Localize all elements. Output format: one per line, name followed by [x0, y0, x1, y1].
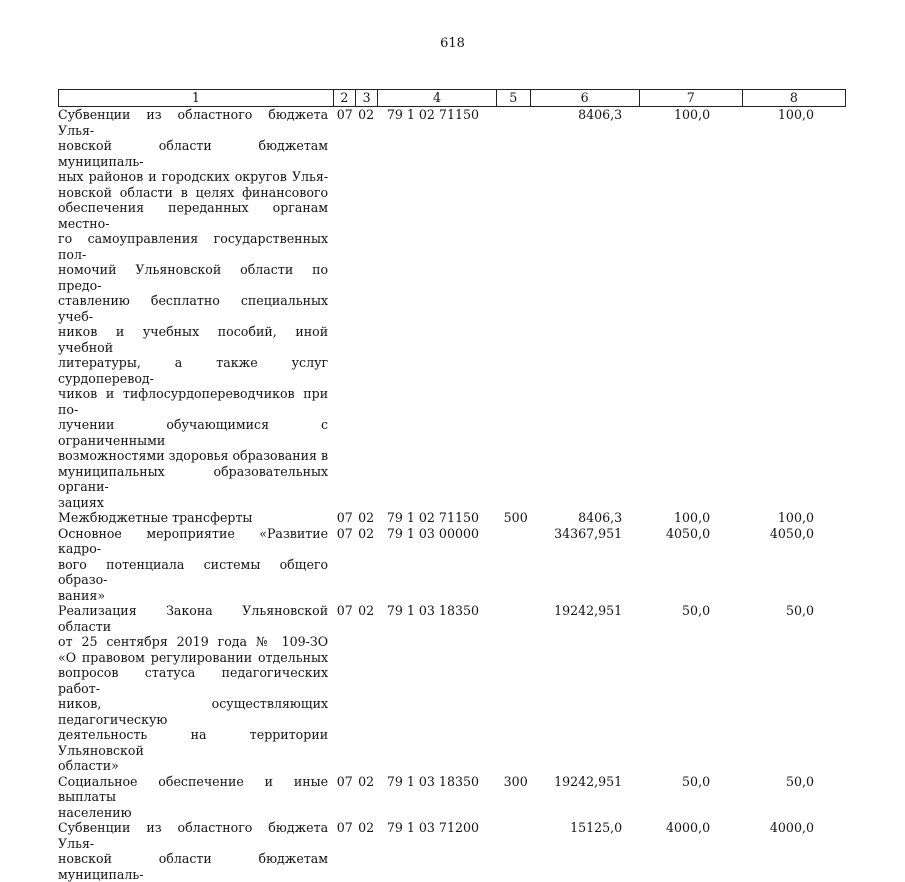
- column-header-2: 2: [334, 90, 356, 106]
- column-header-8: 8: [789, 90, 798, 105]
- cell-c8: 4000,0: [769, 820, 814, 835]
- cell-c7: 50,0: [682, 773, 711, 789]
- cell-c4: 79 1 03 00000: [386, 525, 479, 541]
- description-line: населению: [58, 804, 132, 820]
- table-row: [58, 107, 846, 510]
- cell-c7: 50,0: [682, 603, 711, 618]
- cell-c6: 8406,3: [578, 510, 623, 525]
- column-header-6: 6: [531, 90, 640, 106]
- cell-c2: 07: [336, 820, 353, 835]
- cell-c3: 02: [358, 525, 375, 541]
- description-line: от 25 сентября 2019 года № 109-ЗО: [58, 634, 329, 649]
- cell-c4: 79 1 03 71200: [386, 820, 479, 835]
- description-line: деятельность на территории Ульяновской: [58, 727, 329, 758]
- cell-c2: 07: [336, 603, 353, 618]
- cell-c2: 07: [336, 107, 353, 122]
- description-line: Социальное обеспечение и иные выплаты: [58, 773, 329, 804]
- description-line: новской области бюджетам муниципаль-: [58, 851, 329, 882]
- description-line: вого потенциала системы общего образо-: [58, 556, 329, 587]
- cell-c7: 4050,0: [666, 525, 711, 541]
- description-line: номочий Ульяновской области по предо-: [58, 262, 329, 293]
- table-body: [58, 107, 846, 882]
- row-description: [58, 526, 334, 604]
- table-row: [58, 820, 846, 882]
- budget-table: [58, 89, 846, 882]
- description-line: Субвенции из областного бюджета Улья-: [58, 820, 329, 851]
- cell-c8: 4050,0: [769, 525, 814, 541]
- column-header-1: 1: [59, 90, 334, 106]
- description-line: Основное мероприятие «Развитие кадро-: [58, 525, 329, 556]
- description-line: возможностями здоровья образования в: [58, 448, 329, 463]
- description-line: чиков и тифлосурдопереводчиков при по-: [58, 386, 329, 417]
- description-line: вания»: [58, 587, 106, 603]
- cell-c6: 15125,0: [570, 820, 623, 835]
- column-header-3: 3: [356, 90, 378, 106]
- cell-c4: 79 1 03 18350: [386, 603, 479, 618]
- cell-c6: 19242,951: [554, 773, 623, 789]
- description-line: ных районов и городских округов Улья-: [58, 169, 329, 184]
- description-line: «О правовом регулировании отдельных: [58, 649, 329, 665]
- cell-c3: 02: [358, 603, 375, 618]
- cell-c5: 500: [503, 510, 528, 525]
- cell-c6: 19242,951: [554, 603, 623, 618]
- column-header-7: 7: [640, 90, 743, 106]
- table-row: [58, 526, 846, 604]
- cell-c4: 79 1 02 71150: [386, 510, 479, 525]
- cell-c8: 100,0: [777, 510, 814, 525]
- description-line: новской области бюджетам муниципаль-: [58, 138, 329, 169]
- cell-c8: 50,0: [785, 773, 814, 789]
- column-header-5: 5: [497, 90, 531, 106]
- row-description: [58, 107, 334, 510]
- description-line: зациях: [58, 494, 104, 510]
- table-row: [58, 774, 846, 821]
- description-line: ников и учебных пособий, иной учебной: [58, 324, 329, 355]
- cell-c5: [496, 526, 529, 604]
- row-description: [58, 510, 334, 526]
- description-line: литературы, а также услуг сурдоперевод-: [58, 355, 329, 386]
- cell-c5: [496, 820, 529, 882]
- cell-c8: 100,0: [777, 107, 814, 122]
- cell-c2: 07: [336, 525, 353, 541]
- description-line: лучении обучающимися с ограниченными: [58, 417, 329, 448]
- description-line: области»: [58, 758, 119, 773]
- cell-c5: 300: [503, 773, 528, 789]
- row-description: [58, 603, 334, 774]
- cell-c7: 4000,0: [666, 820, 711, 835]
- cell-c2: 07: [336, 773, 353, 789]
- description-line: ставлению бесплатно специальных учеб-: [58, 293, 329, 324]
- row-description: [58, 820, 334, 882]
- description-line: обеспечения переданных органам местно-: [58, 200, 329, 231]
- description-line: ников, осуществляющих педагогическую: [58, 696, 329, 727]
- cell-c6: 8406,3: [578, 107, 623, 122]
- cell-c4: 79 1 03 18350: [386, 773, 479, 789]
- description-line: вопросов статуса педагогических работ-: [58, 665, 329, 696]
- cell-c6: 34367,951: [554, 525, 623, 541]
- cell-c3: 02: [358, 107, 375, 122]
- column-header-4: 4: [378, 90, 497, 106]
- table-row: [58, 510, 846, 526]
- cell-c8: 50,0: [785, 603, 814, 618]
- cell-c7: 100,0: [674, 510, 711, 525]
- table-header-row: [58, 89, 846, 107]
- description-line: го самоуправления государственных пол-: [58, 231, 329, 262]
- description-line: Субвенции из областного бюджета Улья-: [58, 107, 329, 138]
- cell-c3: 02: [358, 510, 375, 525]
- page-number: 618: [440, 36, 465, 51]
- description-line: Межбюджетные трансферты: [58, 510, 253, 525]
- cell-c5: [496, 603, 529, 774]
- cell-c5: [496, 107, 529, 510]
- description-line: новской области в целях финансового: [58, 184, 329, 200]
- description-line: Реализация Закона Ульяновской области: [58, 603, 329, 634]
- row-description: [58, 774, 334, 821]
- description-line: муниципальных образовательных органи-: [58, 463, 329, 494]
- cell-c3: 02: [358, 773, 375, 789]
- cell-c4: 79 1 02 71150: [386, 107, 479, 122]
- cell-c2: 07: [336, 510, 353, 525]
- cell-c3: 02: [358, 820, 375, 835]
- table-row: [58, 603, 846, 774]
- cell-c7: 100,0: [674, 107, 711, 122]
